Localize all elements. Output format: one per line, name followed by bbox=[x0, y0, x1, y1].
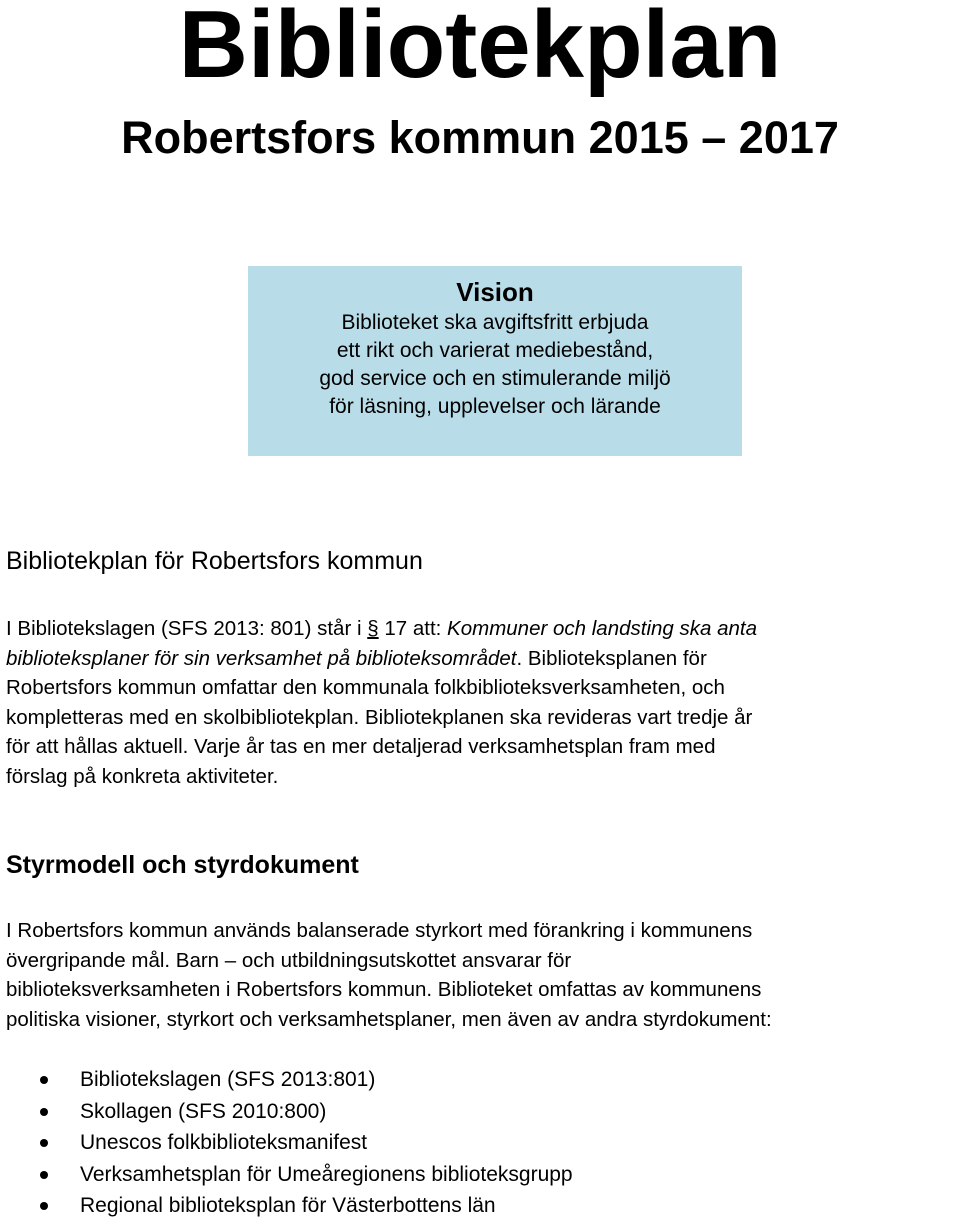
bullet-icon bbox=[40, 1108, 48, 1116]
paragraph-line: för att hållas aktuell. Varje år tas en mer detaljerad verksamhetsplan fram med bbox=[6, 735, 716, 759]
paragraph-line: kompletteras med en skolbibliotekplan. Bibliotekplanen ska revideras vart tredje år bbox=[6, 705, 753, 729]
vision-text bbox=[248, 309, 742, 421]
paragraph-line bbox=[6, 614, 956, 644]
list-item-text: Verksamhetsplan för Umeåregionens biblioteksgrupp bbox=[80, 1162, 573, 1186]
document-subtitle: Robertsfors kommun 2015 – 2017 bbox=[121, 112, 839, 163]
vision-line: Biblioteket ska avgiftsfritt erbjuda bbox=[341, 311, 649, 334]
italic-quote: biblioteksplaner för sin verksamhet på biblioteksområdet bbox=[6, 646, 517, 670]
text-run: I Bibliotekslagen (SFS 2013: 801) står i bbox=[6, 617, 362, 640]
list-item-text: Regional biblioteksplan för Västerbottens län bbox=[80, 1194, 496, 1217]
vision-heading: Vision bbox=[456, 277, 534, 307]
paragraph-line: förslag på konkreta aktiviteter. bbox=[6, 764, 279, 788]
list-item bbox=[0, 1064, 573, 1096]
bullet-icon bbox=[40, 1139, 48, 1147]
section-heading-bibliotekplan: Bibliotekplan för Robertsfors kommun bbox=[6, 547, 423, 575]
styrdokument-list bbox=[0, 1064, 573, 1222]
section-paragraph-styrmodell bbox=[6, 916, 956, 1034]
bullet-icon bbox=[40, 1076, 48, 1084]
list-item bbox=[0, 1127, 573, 1159]
vision-line: för läsning, upplevelser och lärande bbox=[329, 395, 661, 418]
paragraph-line: övergripande mål. Barn – och utbildningsutskottet ansvarar för bbox=[6, 948, 572, 972]
paragraph-line: biblioteksverksamheten i Robertsfors kommun. Biblioteket omfattas av kommunens bbox=[6, 978, 762, 1002]
paragraph-line: I Robertsfors kommun används balanserade styrkort med förankring i kommunens bbox=[6, 919, 753, 942]
italic-quote: Kommuner och landsting ska anta bbox=[447, 617, 757, 640]
list-item bbox=[0, 1190, 573, 1222]
bullet-icon bbox=[40, 1202, 48, 1210]
vision-line: god service och en stimulerande miljö bbox=[319, 367, 671, 390]
paragraph-line: Robertsfors kommun omfattar den kommunala folkbiblioteksverksamheten, och bbox=[6, 676, 725, 700]
section-paragraph-bibliotekplan bbox=[6, 614, 956, 792]
text-run: . Biblioteksplanen för bbox=[516, 646, 707, 670]
vision-line: ett rikt och varierat mediebestånd, bbox=[336, 339, 654, 362]
bullet-icon bbox=[40, 1171, 48, 1179]
text-run: 17 att: bbox=[384, 617, 442, 640]
paragraph-line: politiska visioner, styrkort och verksamhetsplaner, men även av andra styrdokument: bbox=[6, 1007, 772, 1031]
list-item-text: Skollagen (SFS 2010:800) bbox=[80, 1099, 327, 1123]
vision-box bbox=[248, 266, 742, 456]
section-heading-styrmodell: Styrmodell och styrdokument bbox=[6, 851, 359, 879]
list-item-text: Unescos folkbiblioteksmanifest bbox=[80, 1131, 368, 1154]
document-title: Bibliotekplan bbox=[178, 0, 782, 98]
list-item bbox=[0, 1159, 573, 1191]
paragraph-line bbox=[6, 644, 956, 674]
section-sign: § bbox=[367, 617, 379, 640]
list-item bbox=[0, 1096, 573, 1128]
list-item-text: Bibliotekslagen (SFS 2013:801) bbox=[80, 1068, 376, 1091]
